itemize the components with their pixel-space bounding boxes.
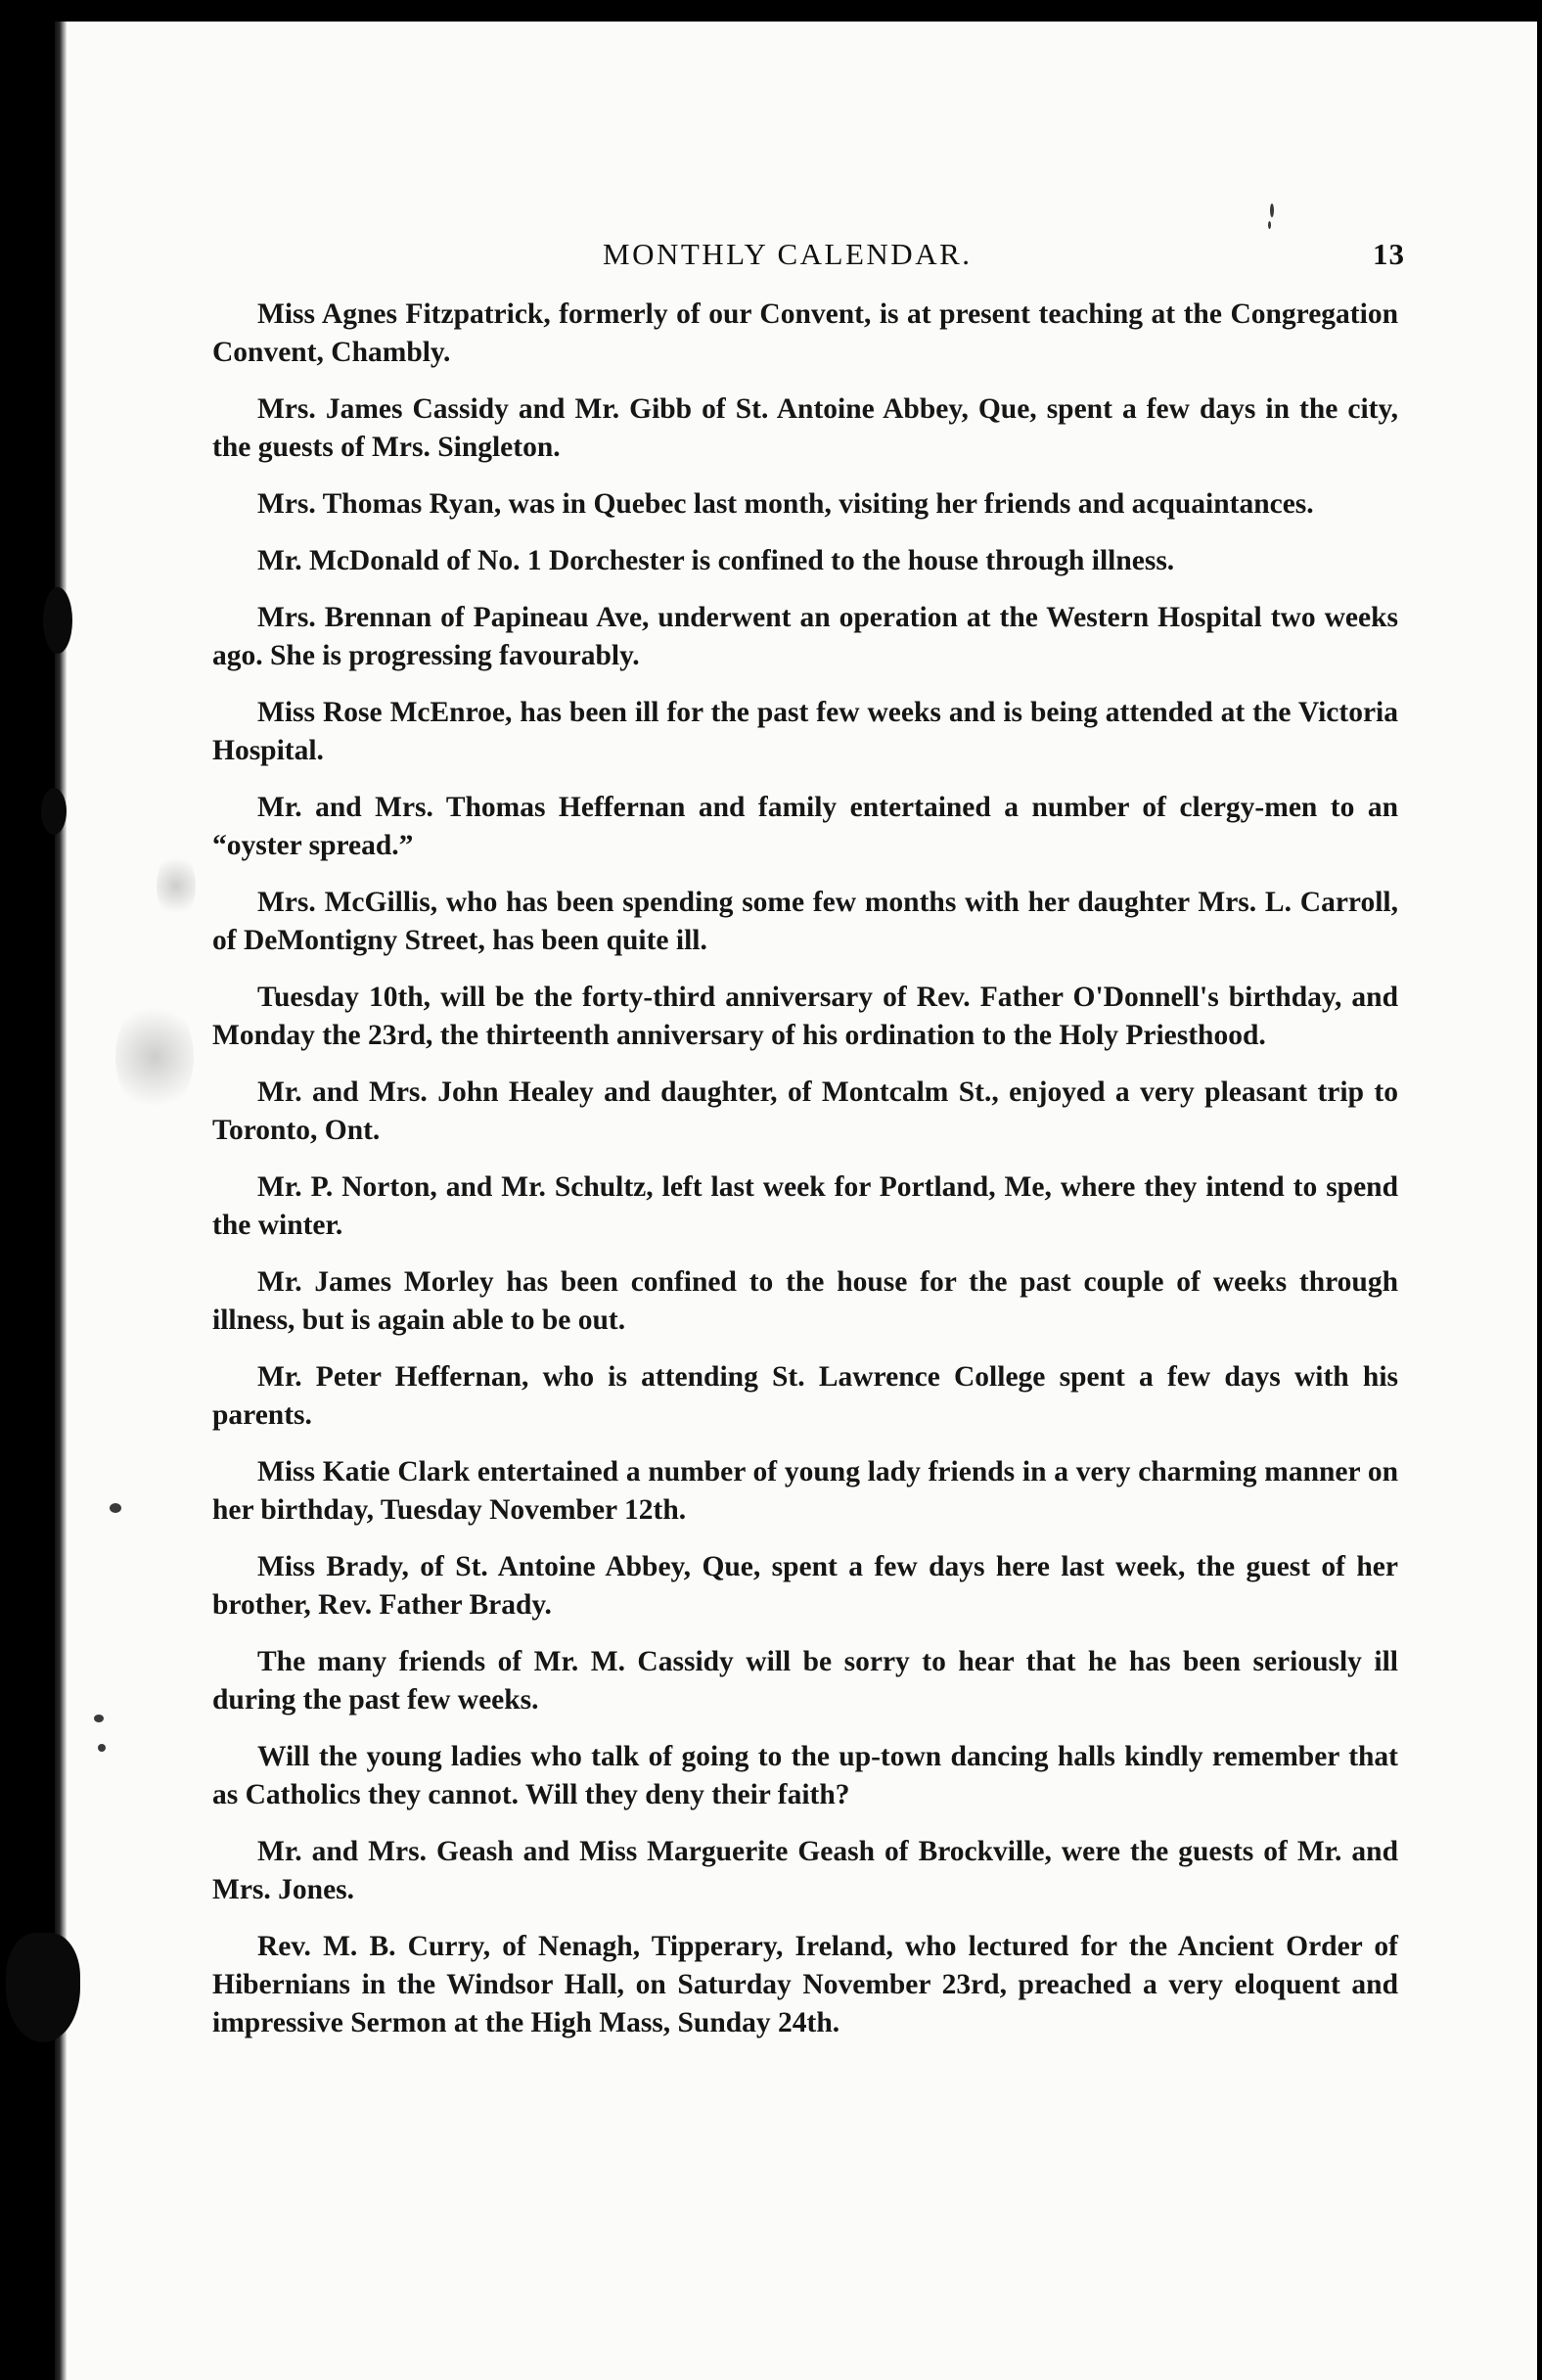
news-item: Will the young ladies who talk of going to the up-town dancing halls kindly remember that as Catholics they cannot. Will they deny their faith?	[212, 1741, 1398, 1810]
ink-blot	[41, 788, 67, 835]
news-item: The many friends of Mr. M. Cassidy will be sorry to hear that he has been seriously ill during the past few weeks.	[212, 1646, 1398, 1716]
page-number: 13	[1373, 237, 1405, 271]
ink-speck	[1270, 204, 1274, 217]
news-item: Mr. and Mrs. John Healey and daughter, of Montcalm St., enjoyed a very pleasant trip to Toronto, Ont.	[212, 1076, 1398, 1146]
ink-blot	[6, 1933, 80, 2042]
body-text	[212, 296, 1398, 2061]
smudge	[115, 998, 194, 1116]
news-item: Miss Katie Clark entertained a number of young lady friends in a very charming manner on her birthday, Tuesday November 12th.	[212, 1456, 1398, 1526]
news-item: Miss Agnes Fitzpatrick, formerly of our Convent, is at present teaching at the Congregation Convent, Chambly.	[212, 298, 1398, 368]
news-item: Mrs. James Cassidy and Mr. Gibb of St. Antoine Abbey, Que, spent a few days in the city, the guests of Mrs. Singleton.	[212, 393, 1398, 463]
news-item: Mr. P. Norton, and Mr. Schultz, left last week for Portland, Me, where they intend to spend the winter.	[212, 1171, 1398, 1241]
running-head	[212, 237, 1405, 276]
news-item: Mrs. Brennan of Papineau Ave, underwent an operation at the Western Hospital two weeks ago. She is progressing favourably.	[212, 602, 1398, 671]
ink-speck	[94, 1715, 104, 1722]
news-item: Mrs. McGillis, who has been spending some few months with her daughter Mrs. L. Carroll, of DeMontigny Street, has been quite ill.	[212, 887, 1398, 956]
news-item: Mr. and Mrs. Geash and Miss Marguerite Geash of Brockville, were the guests of Mr. and Mrs. Jones.	[212, 1836, 1398, 1905]
running-title: MONTHLY CALENDAR.	[603, 237, 973, 271]
news-item: Mr. McDonald of No. 1 Dorchester is confined to the house through illness.	[257, 545, 1175, 576]
news-item: Mr. and Mrs. Thomas Heffernan and family entertained a number of clergy-men to an “oyster spread.”	[212, 792, 1398, 861]
smudge	[157, 851, 196, 920]
news-item: Mrs. Thomas Ryan, was in Quebec last month, visiting her friends and acquaintances.	[257, 488, 1314, 520]
ink-speck	[98, 1744, 106, 1752]
news-item: Miss Rose McEnroe, has been ill for the past few weeks and is being attended at the Victoria Hospital.	[212, 697, 1398, 766]
ink-speck	[110, 1503, 121, 1513]
news-item: Rev. M. B. Curry, of Nenagh, Tipperary, Ireland, who lectured for the Ancient Order of Hibernians in the Windsor Hall, on Saturday November 23rd, preached a very eloquent and impressive Sermon at the High Mass, Sunday 24th.	[212, 1931, 1398, 2038]
news-item: Tuesday 10th, will be the forty-third anniversary of Rev. Father O'Donnell's birthday, and Monday the 23rd, the thirteenth anniversary of his ordination to the Holy Priesthood.	[212, 982, 1398, 1051]
news-item: Mr. Peter Heffernan, who is attending St. Lawrence College spent a few days with his parents.	[212, 1361, 1398, 1431]
news-item: Mr. James Morley has been confined to the house for the past couple of weeks through illness, but is again able to be out.	[212, 1266, 1398, 1336]
ink-blot	[43, 587, 72, 654]
ink-speck	[1268, 221, 1271, 229]
news-item: Miss Brady, of St. Antoine Abbey, Que, spent a few days here last week, the guest of her brother, Rev. Father Brady.	[212, 1551, 1398, 1621]
